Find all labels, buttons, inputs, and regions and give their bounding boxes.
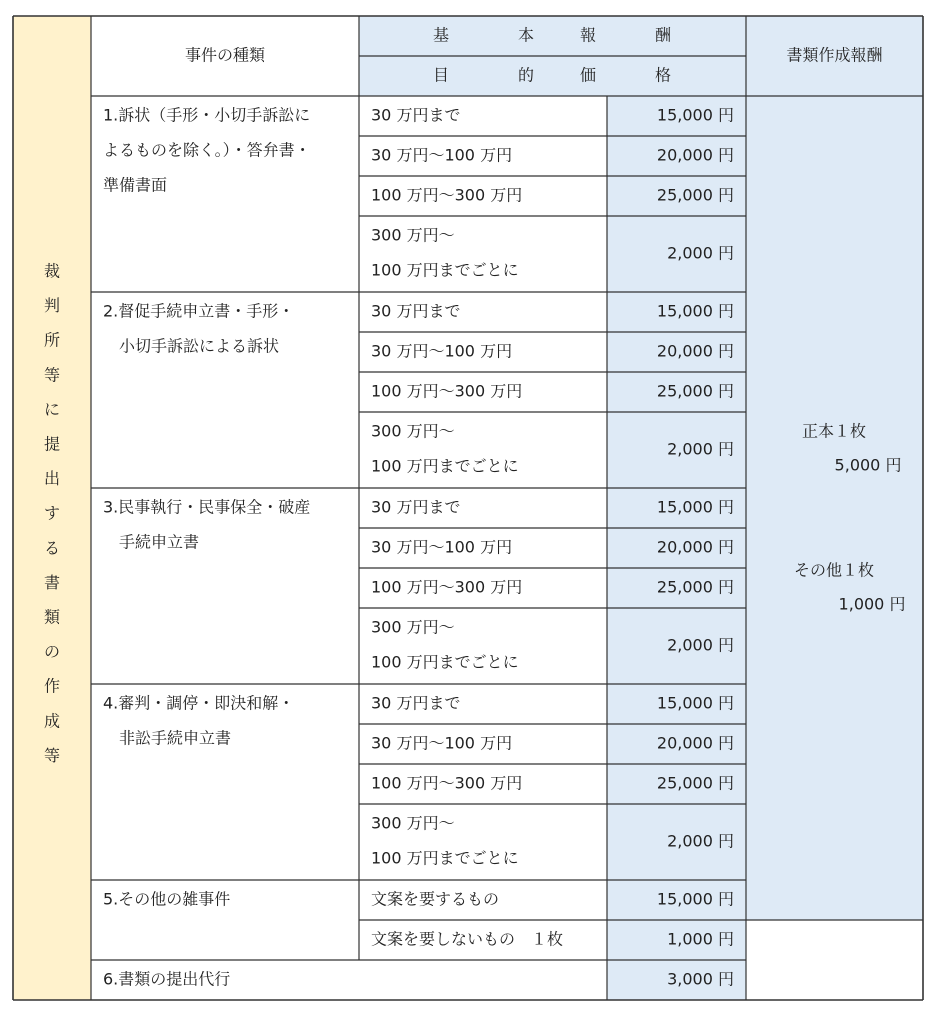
case-type-title: 5.その他の雑事件 xyxy=(103,889,231,909)
target-value-range: 30 万円まで xyxy=(371,105,461,125)
side-label-char: 提 xyxy=(43,434,61,454)
case-type-title: 3.民事執行・民事保全・破産 xyxy=(103,497,311,517)
side-label-char: る xyxy=(43,538,61,558)
target-value-range: 300 万円～ xyxy=(371,421,455,441)
target-value-range: 300 万円～ xyxy=(371,617,455,637)
doc-fee-other-price: 1,000 円 xyxy=(838,594,906,614)
basic-fee-price: 25,000 円 xyxy=(656,381,734,401)
basic-fee-price: 20,000 円 xyxy=(656,733,734,753)
target-value-range: 30 万円～100 万円 xyxy=(371,733,513,753)
basic-fee-price: 25,000 円 xyxy=(656,577,734,597)
case-type-title: 2.督促手続申立書・手形・ xyxy=(103,301,295,321)
basic-fee-price: 2,000 円 xyxy=(667,635,734,655)
header-target-value-char: 価 xyxy=(579,65,597,85)
side-label-char: 書 xyxy=(43,572,61,592)
side-label-char: に xyxy=(43,399,61,419)
case-type-title: よるものを除く。）・答弁書・ xyxy=(103,140,311,160)
header-basic-fee-char: 本 xyxy=(517,25,535,45)
basic-fee-price: 15,000 円 xyxy=(656,105,734,125)
basic-fee-price: 20,000 円 xyxy=(656,341,734,361)
basic-fee-price: 25,000 円 xyxy=(656,185,734,205)
target-value-range: 30 万円まで xyxy=(371,497,461,517)
doc-fee-other-label: その他１枚 xyxy=(793,560,875,580)
submission-label: 6.書類の提出代行 xyxy=(103,969,231,989)
basic-fee-price: 25,000 円 xyxy=(656,773,734,793)
header-target-value-char: 格 xyxy=(654,65,672,85)
target-value-range: 30 万円～100 万円 xyxy=(371,341,513,361)
side-label-char: 出 xyxy=(43,469,61,489)
target-value-range: 100 万円～300 万円 xyxy=(371,773,523,793)
target-value-range: 100 万円～300 万円 xyxy=(371,577,523,597)
side-label-char: 裁 xyxy=(43,261,61,281)
side-label-char: 判 xyxy=(43,296,61,316)
header-basic-fee-char: 報 xyxy=(579,25,597,45)
side-label-char: 類 xyxy=(43,607,61,627)
target-value-range: 30 万円～100 万円 xyxy=(371,145,513,165)
doc-fee-original-label: 正本１枚 xyxy=(801,421,867,441)
target-value-range: 100 万円～300 万円 xyxy=(371,185,523,205)
target-value-range: 文案を要しないもの １枚 xyxy=(371,929,564,949)
basic-fee-price: 15,000 円 xyxy=(656,497,734,517)
basic-fee-price: 15,000 円 xyxy=(656,301,734,321)
target-value-range: 30 万円まで xyxy=(371,301,461,321)
basic-fee-price: 2,000 円 xyxy=(667,831,734,851)
target-value-range: 文案を要するもの xyxy=(371,889,500,909)
side-label-char: 所 xyxy=(43,330,61,350)
basic-fee-price: 20,000 円 xyxy=(656,537,734,557)
case-type-title: 手続申立書 xyxy=(119,532,200,552)
side-label-char: 成 xyxy=(43,711,61,731)
case-type-title: 非訟手続申立書 xyxy=(119,728,232,748)
header-basic-fee-char: 酬 xyxy=(654,25,672,45)
case-type-title: 小切手訴訟による訴状 xyxy=(119,336,280,356)
basic-fee-price: 15,000 円 xyxy=(656,693,734,713)
target-value-range: 100 万円までごとに xyxy=(371,260,519,280)
header-doc-fee: 書類作成報酬 xyxy=(786,45,883,65)
header-case-type: 事件の種類 xyxy=(184,45,266,65)
header-target-value-char: 目 xyxy=(432,65,450,85)
side-label-char: す xyxy=(43,503,61,523)
side-label-char: 作 xyxy=(43,676,61,696)
basic-fee-price: 15,000 円 xyxy=(656,889,734,909)
case-type-title: 4.審判・調停・即決和解・ xyxy=(103,693,295,713)
target-value-range: 30 万円まで xyxy=(371,693,461,713)
case-type-title: 準備書面 xyxy=(103,175,168,195)
doc-fee-original-price: 5,000 円 xyxy=(834,455,902,475)
basic-fee-price: 20,000 円 xyxy=(656,145,734,165)
submission-price: 3,000 円 xyxy=(667,969,734,989)
target-value-range: 100 万円～300 万円 xyxy=(371,381,523,401)
target-value-range: 100 万円までごとに xyxy=(371,848,519,868)
side-label-char: 等 xyxy=(43,745,61,765)
header-basic-fee-char: 基 xyxy=(432,25,450,45)
target-value-range: 30 万円～100 万円 xyxy=(371,537,513,557)
header-target-value-char: 的 xyxy=(517,65,535,85)
basic-fee-price: 1,000 円 xyxy=(667,929,734,949)
side-label-char: の xyxy=(43,642,61,662)
target-value-range: 100 万円までごとに xyxy=(371,456,519,476)
target-value-range: 300 万円～ xyxy=(371,813,455,833)
basic-fee-price: 2,000 円 xyxy=(667,243,734,263)
doc-fee-column-band xyxy=(746,96,923,920)
target-value-range: 100 万円までごとに xyxy=(371,652,519,672)
target-value-range: 300 万円～ xyxy=(371,225,455,245)
side-label-char: 等 xyxy=(43,365,61,385)
basic-fee-price: 2,000 円 xyxy=(667,439,734,459)
case-type-title: 1.訴状（手形・小切手訴訟に xyxy=(103,105,311,125)
